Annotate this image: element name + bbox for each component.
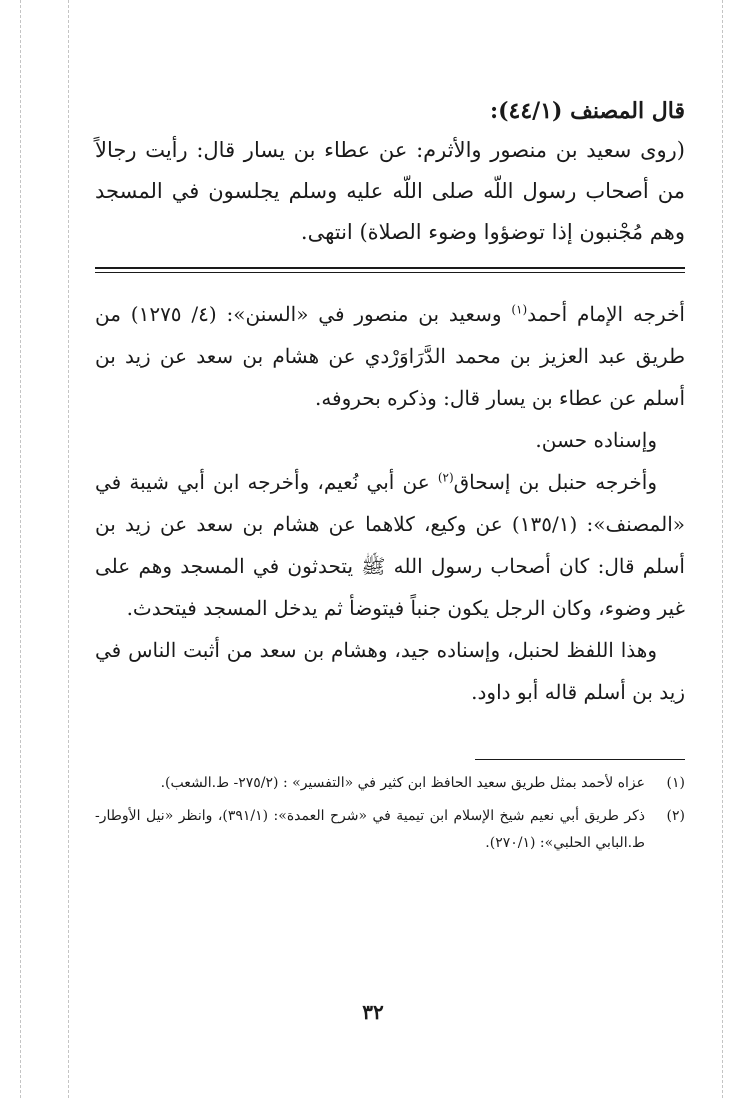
page-number: ٣٢: [362, 1000, 384, 1024]
paragraph-4: وهذا اللفظ لحنبل، وإسناده جيد، وهشام بن سعد من أثبت الناس في زيد بن أسلم قاله أبو داود.: [95, 638, 685, 704]
footnote-ref-2[interactable]: (٢): [437, 470, 454, 485]
margin-guide-left-inner: [68, 0, 69, 1098]
footnote-1: [95, 770, 685, 797]
section-heading: قال المصنف (٤٤/١):: [490, 98, 685, 124]
footnote-2-number: (٢): [666, 808, 685, 824]
paragraph-3: [95, 461, 685, 629]
paragraph-1-text-b: وسعيد بن منصور في «السنن»: (٤/ ١٢٧٥) من طريق عبد العزيز بن محمد الدَّرَاوَرْدي عن هشام بن سعد عن زيد بن أسلم عن عطاء بن يسار قال: وذكره بحروفه.: [95, 302, 685, 410]
footnote-1-number: (١): [666, 775, 685, 791]
paragraph-2: وإسناده حسن.: [535, 428, 657, 452]
footnote-2-text: ذكر طريق أبي نعيم شيخ الإسلام ابن تيمية في «شرح العمدة»: (٣٩١/١)، وانظر «نيل الأوطار- ط.البابي الحلبي»: (٢٧٠/١).: [95, 808, 645, 851]
footnotes: [95, 770, 685, 857]
commentary-body: [95, 293, 685, 713]
footnote-separator: [475, 759, 685, 760]
document-page: [95, 96, 685, 863]
footnote-ref-1[interactable]: (١): [511, 302, 528, 317]
double-separator-rule: [95, 267, 685, 273]
paragraph-1: [95, 293, 685, 419]
quoted-text: (روى سعيد بن منصور والأثرم: عن عطاء بن يسار قال: رأيت رجالاً من أصحاب رسول اللّه صلى اللّه عليه وسلم يجلسون في المسجد وهم مُجْنبون إذا توضؤوا وضوء الصلاة) انتهى.: [95, 138, 685, 244]
footnote-2: [95, 803, 685, 857]
paragraph-3-text-b: عن أبي نُعيم، وأخرجه ابن أبي شيبة في «المصنف»: (١٣٥/١) عن وكيع، كلاهما عن هشام بن سعد عن زيد بن أسلم قال: كان أصحاب رسول الله ﷺ يتحدثون في المسجد وهم على غير وضوء، وكان الرجل يكون جنباً فيتوضأ ثم يدخل المسجد فيتحدث.: [95, 470, 686, 620]
margin-guide-left: [20, 0, 21, 1098]
margin-guide-right: [722, 0, 723, 1098]
paragraph-1-text-a: أخرجه الإمام أحمد: [527, 302, 685, 326]
footnote-1-text: عزاه لأحمد بمثل طريق سعيد الحافظ ابن كثير في «التفسير» : (٢٧٥/٢- ط.الشعب).: [160, 775, 645, 791]
paragraph-3-text-a: وأخرجه حنبل بن إسحاق: [453, 470, 658, 494]
